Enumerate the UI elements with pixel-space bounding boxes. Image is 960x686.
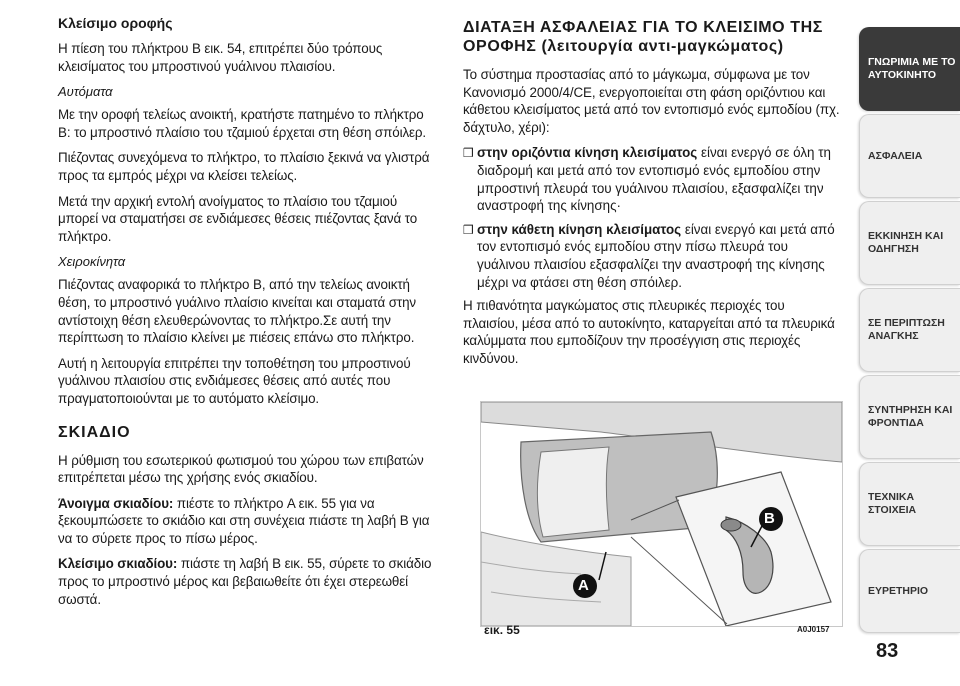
figure-caption: εικ. 55 [484,623,520,637]
page-number: 83 [876,640,899,662]
anti-pinch-heading: ΔΙΑΤΑΞΗ ΑΣΦΑΛΕΙΑΣ ΓΙΑ ΤΟ ΚΛΕΙΣΙΜΟ ΤΗΣ ΟΡΟΦΗΣ (λειτουργία αντι-μαγκώματος) [463,19,823,55]
shade-close-label: Κλείσιμο σκιαδίου: [58,556,178,572]
shade-paragraph: Η ρύθμιση του εσωτερικού φωτισμού του χώρου των επιβατών επιτρέπεται μέσω της χρήσης ενός σκιαδίου. [58,452,424,486]
bullet-horizontal-label: στην οριζόντια κίνηση κλεισίματος [477,145,698,161]
label-b: B [764,510,775,527]
tab-index[interactable]: ΕΥΡΕΤΗΡΙΟ [859,549,960,633]
manual-paragraph-2: Αυτή η λειτουργία επιτρέπει την τοποθέτηση του μπροστινού γυάλινου πλαισίου στις ενδιάμεσες θέσεις από αυτές που πραγματοποιούνται με το αυτόματο κλείσιμο. [58,355,411,406]
bullet-horizontal-text: είναι ενεργό σε όλη τη διαδρομή και μετά από τον εντοπισμό ενός εμποδίου στην μπροστινή πλευρά του γυάλινου πλαισίου, εξασφαλίζει την αναστροφή της κίνησης· [477,145,831,214]
bullet-vertical [463,221,843,291]
checkbox-icon: ❒ [463,146,474,161]
roof-close-paragraph: Η πίεση του πλήκτρου B εικ. 54, επιτρέπει δύο τρόπους κλεισίματος του μπροστινού γυάλινου πλαισίου. [58,41,383,74]
tab-starting-driving[interactable]: ΕΚΚΙΝΗΣΗ ΚΑΙ ΟΔΗΓΗΣΗ [859,201,960,285]
auto-heading: Αυτόματα [58,84,113,100]
anti-pinch-paragraph-2: Η πιθανότητα μαγκώματος στις πλευρικές περιοχές του πλαισίου, μέσα από το αυτοκίνητο, καταργείται από τα πλευρικά καλύμματα που εμποδίζουν την προσέγγιση στις περιοχές κινδύνου. [463,298,835,366]
label-a: A [578,577,589,594]
auto-paragraph-2: Πιέζοντας συνεχόμενα το πλήκτρο, το πλαίσιο ξεκινά να γλιστρά προς τα εμπρός μέχρι να κλείσει τελείως. [58,150,430,183]
tab-emergency[interactable]: ΣΕ ΠΕΡΙΠΤΩΣΗ ΑΝΑΓΚΗΣ [859,288,960,372]
roof-close-heading: Κλείσιμο οροφής [58,15,173,31]
manual-paragraph-1: Πιέζοντας αναφορικά το πλήκτρο B, από την τελείως ανοικτή θέση, το μπροστινό γυάλινο πλαίσιο κινείται και σταματά στην αντίστοιχη θέση ελευθερώνοντας το πλήκτρο.Σε αυτή την περίπτωση το πλαίσιο κλείνει με πιέσεις επάνω στο πλήκτρο. [58,277,417,346]
sunshade-figure [480,401,843,627]
bullet-horizontal [463,144,843,214]
checkbox-icon: ❒ [463,222,474,237]
bullet-vertical-label: στην κάθετη κίνηση κλεισίματος [477,221,682,237]
shade-open-label: Άνοιγμα σκιαδίου: [58,495,174,511]
tab-getting-to-know-car[interactable]: ΓΝΩΡΙΜΙΑ ΜΕ ΤΟ ΑΥΤΟΚΙΝΗΤΟ [859,27,960,111]
tab-safety[interactable]: ΑΣΦΑΛΕΙΑ [859,114,960,198]
figure-code: A0J0157 [797,625,830,634]
shade-open-text: πιέστε το πλήκτρο A εικ. 55 για να ξεκουμπώσετε το σκιάδιο και στη συνέχεια πιάστε τη λαβή B για να το σύρετε προς το πίσω μέρος. [58,495,430,546]
manual-heading: Χειροκίνητα [58,254,126,270]
anti-pinch-paragraph-1: Το σύστημα προστασίας από το μάγκωμα, σύμφωνα με τον Κανονισμό 2000/4/CE, ενεργοποιείται στη φάση οριζόντιου και κάθετου κλεισίματος μετά από τον εντοπισμό ενός εμποδίου (πχ. δάχτυλο, χέρι): [463,67,840,135]
shade-close-paragraph [58,555,438,608]
left-column [58,14,438,616]
shade-open-paragraph [58,495,438,548]
auto-paragraph-3: Μετά την αρχική εντολή ανοίγματος το πλαίσιο του τζαμιού μπορεί να σταματήσει σε ενδιάμεσες θέσεις πιέζοντας ξανά το πλήκτρο. [58,193,418,244]
chapter-tabs [859,27,960,636]
tab-maintenance[interactable]: ΣΥΝΤΗΡΗΣΗ ΚΑΙ ΦΡΟΝΤΙΔΑ [859,375,960,459]
auto-paragraph-1: Με την οροφή τελείως ανοικτή, κρατήστε πατημένο το πλήκτρο B: το μπροστινό πλαίσιο του τζαμιού έρχεται στη θέση σπόιλερ. [58,107,427,140]
tab-technical-data[interactable]: ΤΕΧΝΙΚΑ ΣΤΟΙΧΕΙΑ [859,462,960,546]
shade-close-text: πιάστε τη λαβή B εικ. 55, σύρετε το σκιάδιο προς το μπροστινό μέρος και βεβαιωθείτε ότι έχει στερεωθεί σωστά. [58,556,432,607]
sunshade-illustration [481,402,842,626]
shade-heading: ΣΚΙΑΔΙΟ [58,423,131,441]
bullet-vertical-text: είναι ενεργό και μετά από τον εντοπισμό ενός εμποδίου στην πίσω πλευρά του γυάλινου πλαισίου εξασφαλίζει την αναστροφή της κίνησης μέχρι να φτάσει στη θέση σπόιλερ. [477,221,835,290]
right-column [463,18,843,376]
